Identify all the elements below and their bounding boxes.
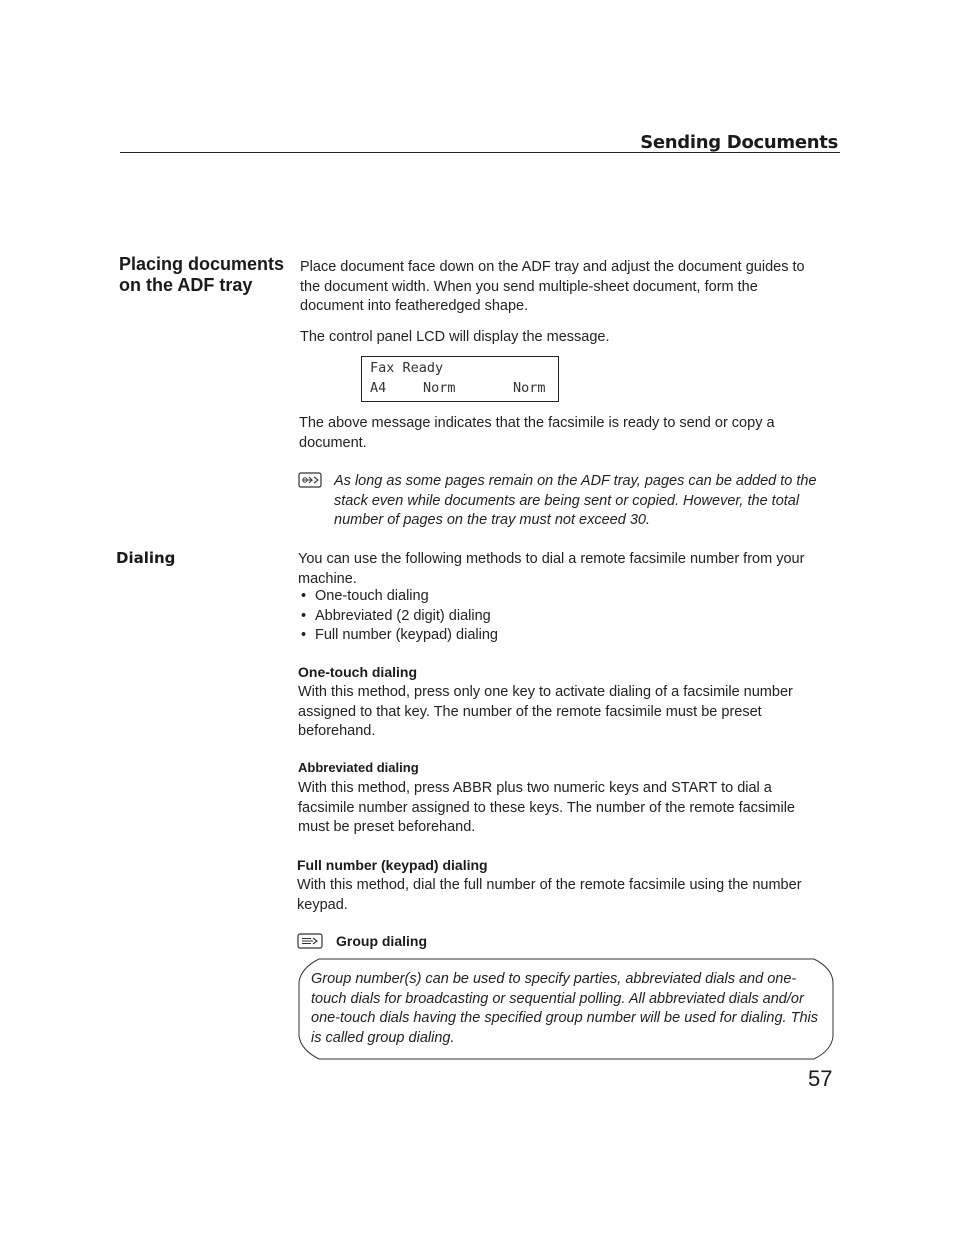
note-hand-icon — [297, 933, 321, 949]
lcd-line1: Fax Ready — [370, 360, 444, 376]
list-item: • One-touch dialing — [298, 587, 798, 607]
note-hand-icon — [298, 472, 322, 488]
adf-intro-text: Place document face down on the ADF tray and adjust the document guides to the document width. When you send multiple-sheet document, form the document into featheredged shape. — [300, 259, 805, 314]
lcd-line2-right: Norm — [513, 380, 546, 396]
after-lcd-text: The above message indicates that the facsimile is ready to send or copy a document. — [299, 415, 775, 451]
header-rule — [120, 152, 840, 153]
lcd-line2-mid: Norm — [423, 380, 456, 396]
one-touch-heading: One-touch dialing — [298, 664, 417, 680]
group-dialing-heading: Group dialing — [336, 933, 427, 949]
full-number-heading: Full number (keypad) dialing — [297, 857, 488, 873]
dialing-methods-list — [298, 587, 798, 646]
one-touch-text: With this method, press only one key to activate dialing of a facsimile number assigned to that key. The number of the remote facsimile must be preset beforehand. — [298, 684, 793, 739]
dialing-intro-text: You can use the following methods to dial a remote facsimile number from your machine. — [298, 551, 805, 587]
section-heading-dialing: Dialing — [116, 549, 176, 567]
running-header-title: Sending Documents — [640, 132, 838, 153]
list-item: • Full number (keypad) dialing — [298, 626, 798, 646]
abbreviated-text: With this method, press ABBR plus two numeric keys and START to dial a facsimile number assigned to these keys. The number of the remote facsimile must be preset beforehand. — [298, 780, 795, 835]
group-dialing-text: Group number(s) can be used to specify parties, abbreviated dials and one-touch dials for broadcasting or sequential polling. All abbreviated dials and/or one-touch dials having the specified group number will be used for dialing. This is called group dialing. — [311, 971, 818, 1046]
full-number-text: With this method, dial the full number of the remote facsimile using the number keypad. — [297, 877, 802, 913]
abbreviated-heading: Abbreviated dialing — [298, 760, 419, 775]
lcd-display — [361, 356, 559, 402]
lcd-intro-text: The control panel LCD will display the message. — [300, 329, 610, 345]
section-heading-adf: Placing documents on the ADF tray — [119, 254, 285, 295]
page-number: 57 — [808, 1066, 833, 1091]
adf-note-text: As long as some pages remain on the ADF tray, pages can be added to the stack even while documents are being sent or copied. However, the total number of pages on the tray must not exceed 30. — [334, 473, 817, 528]
group-dialing-box — [297, 958, 834, 1060]
list-item: • Abbreviated (2 digit) dialing — [298, 607, 798, 627]
lcd-line2-left: A4 — [370, 380, 387, 396]
